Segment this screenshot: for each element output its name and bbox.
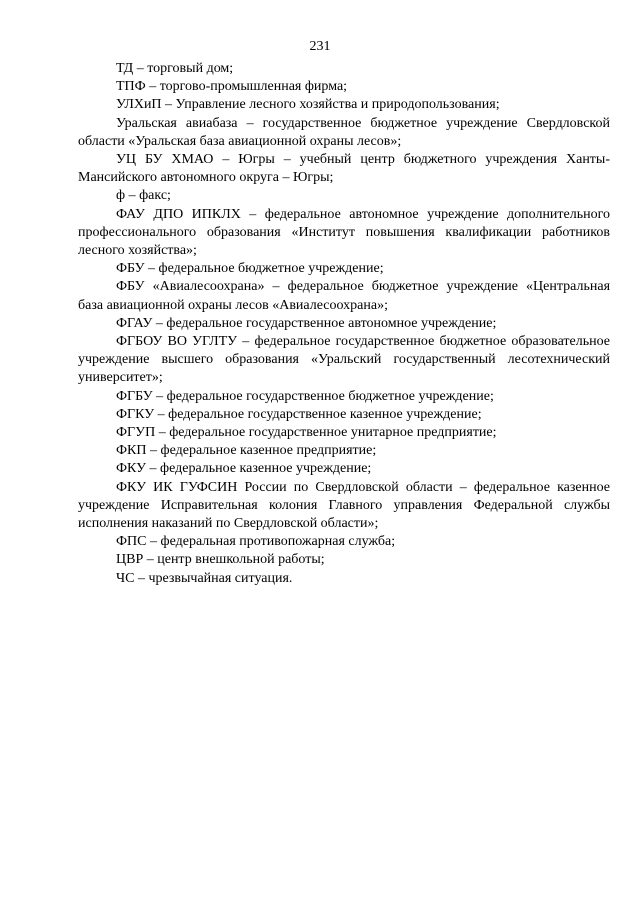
separator: –: [143, 552, 158, 568]
abbreviation: ФГАУ: [116, 315, 153, 331]
list-item: [78, 187, 610, 205]
list-item: [78, 333, 610, 388]
list-item: [78, 570, 610, 588]
abbreviation: Уральская авиабаза: [116, 115, 238, 131]
definition: факс;: [139, 188, 171, 204]
list-item: [78, 442, 610, 460]
separator: –: [237, 334, 255, 350]
abbreviation: ТД: [116, 61, 134, 76]
list-item: [78, 424, 610, 442]
definition: торговый дом;: [147, 61, 234, 76]
definition: федеральное государственное автономное учреждение;: [166, 315, 497, 331]
abbreviation: ЧС: [116, 570, 135, 586]
abbreviation: ФГКУ: [116, 406, 155, 422]
definition: государственное бюджетное учреждение Свердловской области «Уральская база авиационной охраны лесов»;: [78, 115, 610, 149]
separator: –: [152, 388, 167, 404]
separator: –: [145, 79, 160, 95]
abbreviation: ФБУ «Авиалесоохрана»: [116, 279, 265, 295]
abbreviation: ФКУ ИК ГУФСИН России по Свердловской области: [116, 479, 453, 495]
separator: –: [134, 570, 149, 586]
separator: –: [133, 61, 148, 76]
abbreviation-list: [78, 60, 610, 588]
list-item: [78, 115, 610, 151]
list-item: [78, 151, 610, 187]
separator: –: [146, 461, 161, 477]
separator: –: [161, 97, 176, 113]
definition: федеральное казенное учреждение Исправительная колония Главного управления Федеральной службы исполнения наказаний по Свердловской области»;: [78, 479, 610, 532]
list-item: [78, 533, 610, 551]
list-item: [78, 60, 610, 78]
separator: –: [152, 315, 167, 331]
abbreviation: ф: [116, 188, 126, 204]
separator: –: [125, 188, 140, 204]
definition: федеральное государственное унитарное предприятие;: [169, 425, 497, 441]
separator: –: [264, 279, 288, 295]
abbreviation: ФКП: [116, 443, 147, 459]
separator: –: [237, 115, 263, 131]
separator: –: [146, 534, 161, 550]
list-item: [78, 551, 610, 569]
definition: центр внешкольной работы;: [157, 552, 325, 568]
definition: федеральное государственное бюджетное образовательное учреждение высшего образования «Уральский государственный лесотехнический университет»;: [78, 334, 611, 386]
definition: учебный центр бюджетного учреждения Ханты-Мансийского автономного округа – Югры;: [78, 152, 610, 186]
definition: федеральное автономное учреждение дополнительного профессионального образования «Институт повышения квалификации работников лесного хозяйства»;: [78, 206, 611, 259]
abbreviation: ФПС: [116, 534, 147, 550]
definition: Управление лесного хозяйства и природопользования;: [175, 97, 500, 113]
separator: –: [240, 206, 265, 222]
page-number: 231: [309, 39, 331, 54]
definition: федеральное казенное предприятие;: [160, 443, 377, 459]
definition: федеральная противопожарная служба;: [160, 534, 396, 550]
definition: федеральное государственное казенное учреждение;: [168, 406, 482, 422]
abbreviation: ФГБОУ ВО УГЛТУ: [116, 334, 238, 350]
definition: федеральное бюджетное учреждение «Центральная база авиационной охраны лесов «Авиалесоохрана»;: [78, 279, 611, 313]
list-item: [78, 479, 610, 534]
definition: федеральное казенное учреждение;: [160, 461, 372, 477]
list-item: [78, 260, 610, 278]
separator: –: [274, 152, 300, 168]
abbreviation: ФАУ ДПО ИПКЛХ: [116, 206, 241, 222]
definition: федеральное бюджетное учреждение;: [158, 261, 384, 277]
separator: –: [146, 443, 161, 459]
separator: –: [452, 479, 474, 495]
separator: –: [154, 406, 169, 422]
abbreviation: ФКУ: [116, 461, 147, 477]
abbreviation: УЛХиП: [116, 97, 162, 113]
definition: чрезвычайная ситуация.: [148, 570, 293, 586]
definition: федеральное государственное бюджетное учреждение;: [166, 388, 494, 404]
list-item: [78, 278, 610, 314]
abbreviation: ЦВР: [116, 552, 144, 568]
list-item: [78, 315, 610, 333]
list-item: [78, 96, 610, 114]
abbreviation: УЦ БУ ХМАО – Югры: [116, 152, 275, 168]
separator: –: [144, 261, 159, 277]
abbreviation: ФГБУ: [116, 388, 153, 404]
list-item: [78, 406, 610, 424]
abbreviation: ФБУ: [116, 261, 145, 277]
abbreviation: ТПФ: [116, 79, 146, 95]
definition: торгово-промышленная фирма;: [159, 79, 348, 95]
list-item: [78, 206, 610, 261]
abbreviation: ФГУП: [116, 425, 156, 441]
list-item: [78, 78, 610, 96]
separator: –: [155, 425, 170, 441]
list-item: [78, 388, 610, 406]
list-item: [78, 460, 610, 478]
